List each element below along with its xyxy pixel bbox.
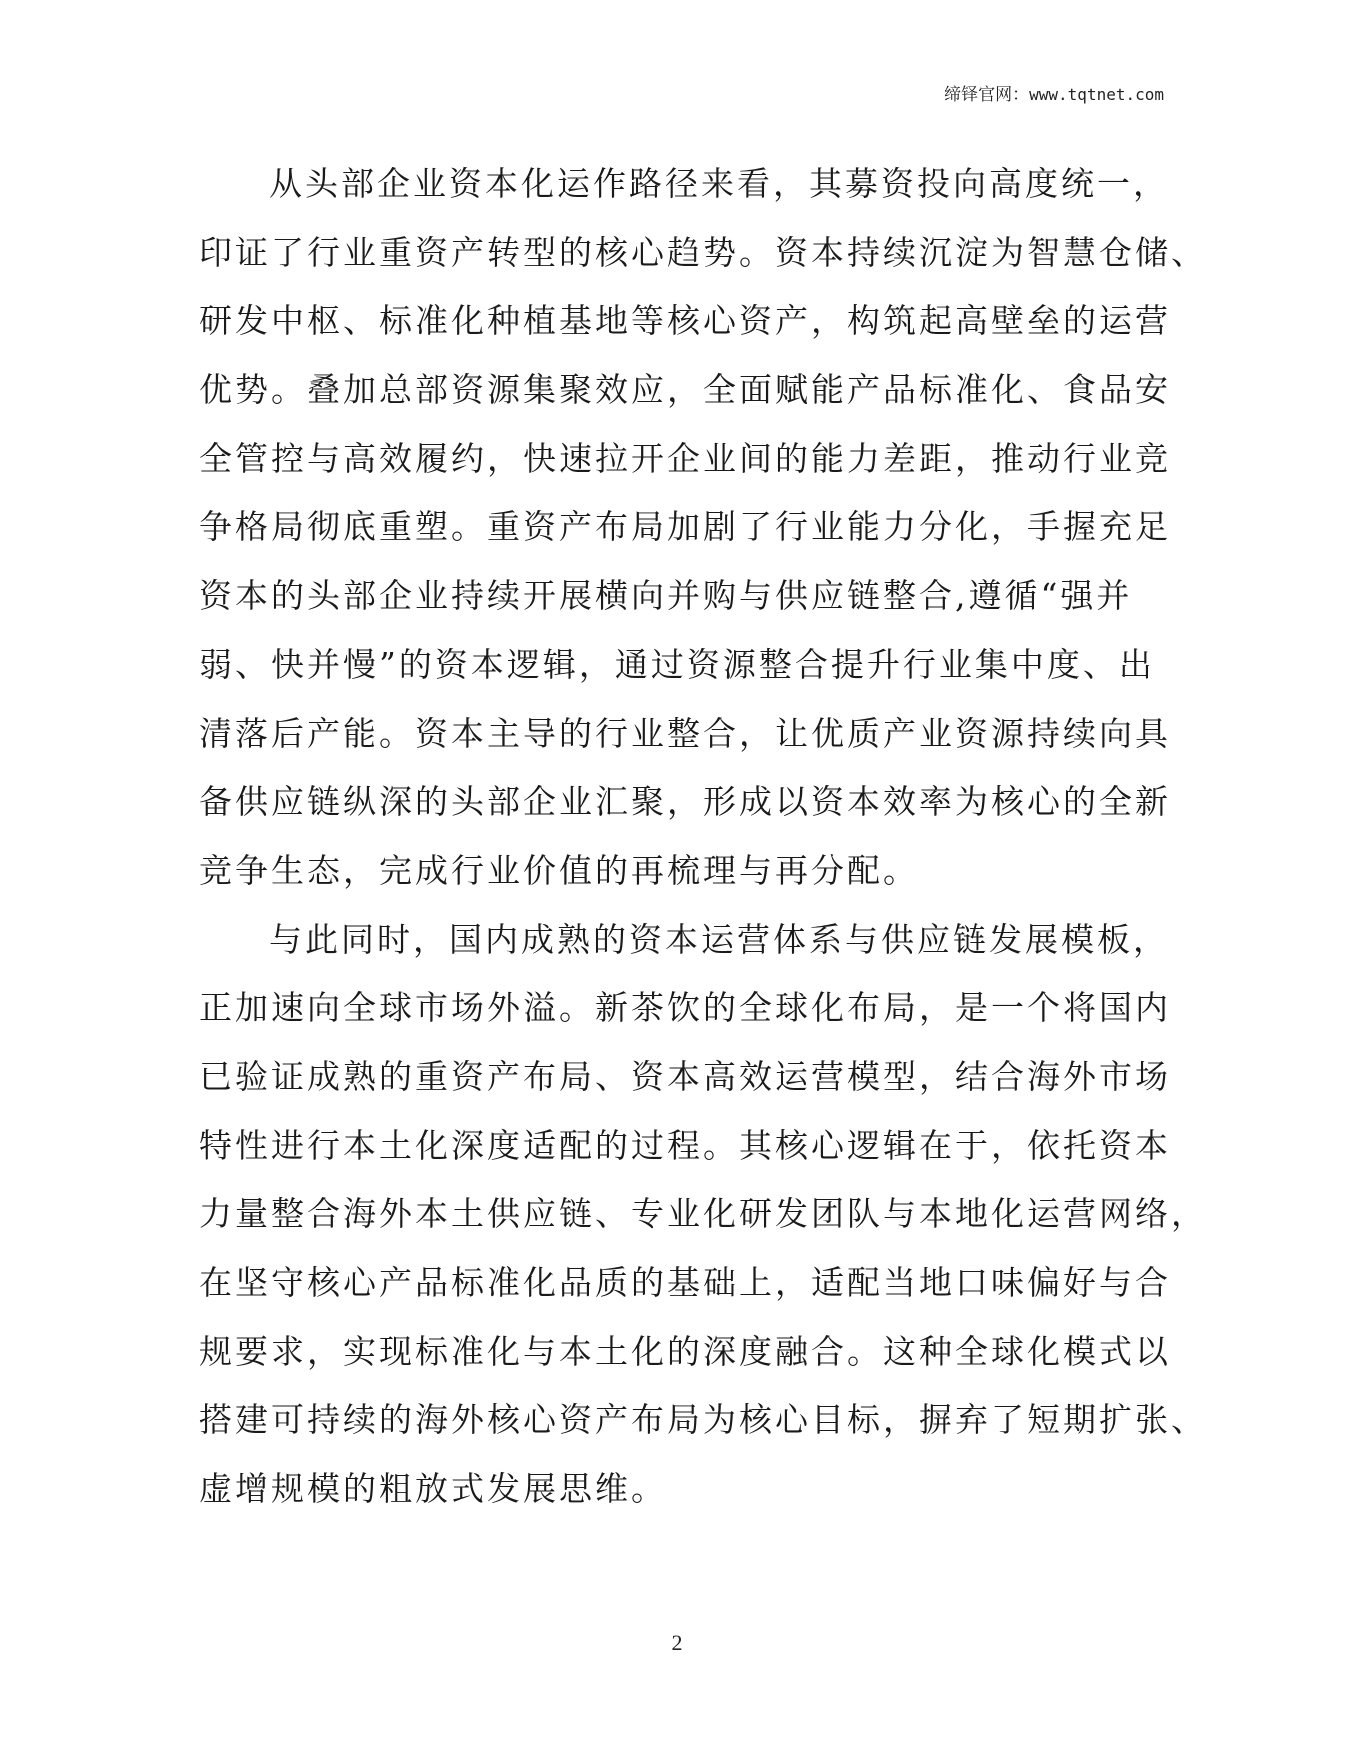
paragraph-line: 备供应链纵深的头部企业汇聚，形成以资本效率为核心的全新 [199, 782, 1171, 822]
paragraph-line: 研发中枢、标准化种植基地等核心资产，构筑起高壁垒的运营 [199, 301, 1171, 341]
paragraph-line: 规要求，实现标准化与本土化的深度融合。这种全球化模式以 [199, 1331, 1171, 1371]
paragraph-line: 正加速向全球市场外溢。新茶饮的全球化布局，是一个将国内 [199, 988, 1171, 1028]
paragraph-1 [199, 150, 1207, 906]
paragraph-line: 虚增规模的粗放式发展思维。 [199, 1469, 667, 1509]
site-url[interactable]: www.tqtnet.com [1029, 85, 1164, 104]
paragraph-line: 弱、快并慢”的资本逻辑，通过资源整合提升行业集中度、出 [199, 644, 1155, 684]
paragraph-line: 全管控与高效履约，快速拉开企业间的能力差距，推动行业竞 [199, 438, 1171, 478]
paragraph-line: 印证了行业重资产转型的核心趋势。资本持续沉淀为智慧仓储、 [199, 232, 1207, 272]
paragraph-line: 清落后产能。资本主导的行业整合，让优质产业资源持续向具 [199, 713, 1171, 753]
body-text [199, 150, 1207, 1524]
site-header [944, 80, 1164, 105]
paragraph-line: 资本的头部企业持续开展横向并购与供应链整合,遵循“强并 [199, 576, 1133, 616]
paragraph-line: 已验证成熟的重资产布局、资本高效运营模型，结合海外市场 [199, 1056, 1171, 1096]
paragraph-line: 在坚守核心产品标准化品质的基础上，适配当地口味偏好与合 [199, 1263, 1171, 1302]
page-number: 2 [671, 1630, 683, 1655]
paragraph-2 [199, 906, 1207, 1524]
paragraph-line: 特性进行本土化深度适配的过程。其核心逻辑在于，依托资本 [199, 1125, 1171, 1165]
paragraph-line: 力量整合海外本土供应链、专业化研发团队与本地化运营网络， [199, 1194, 1207, 1234]
paragraph-line: 搭建可持续的海外核心资产布局为核心目标，摒弃了短期扩张、 [199, 1400, 1207, 1440]
paragraph-line: 从头部企业资本化运作路径来看，其募资投向高度统一， [269, 164, 1169, 203]
site-label: 缔铎官网： [944, 85, 1030, 105]
paragraph-line: 竞争生态，完成行业价值的再梳理与再分配。 [199, 850, 919, 890]
paragraph-line: 优势。叠加总部资源集聚效应，全面赋能产品标准化、食品安 [199, 370, 1171, 410]
paragraph-line: 争格局彻底重塑。重资产布局加剧了行业能力分化，手握充足 [199, 507, 1171, 547]
paragraph-line: 与此同时，国内成熟的资本运营体系与供应链发展模板， [269, 919, 1169, 959]
